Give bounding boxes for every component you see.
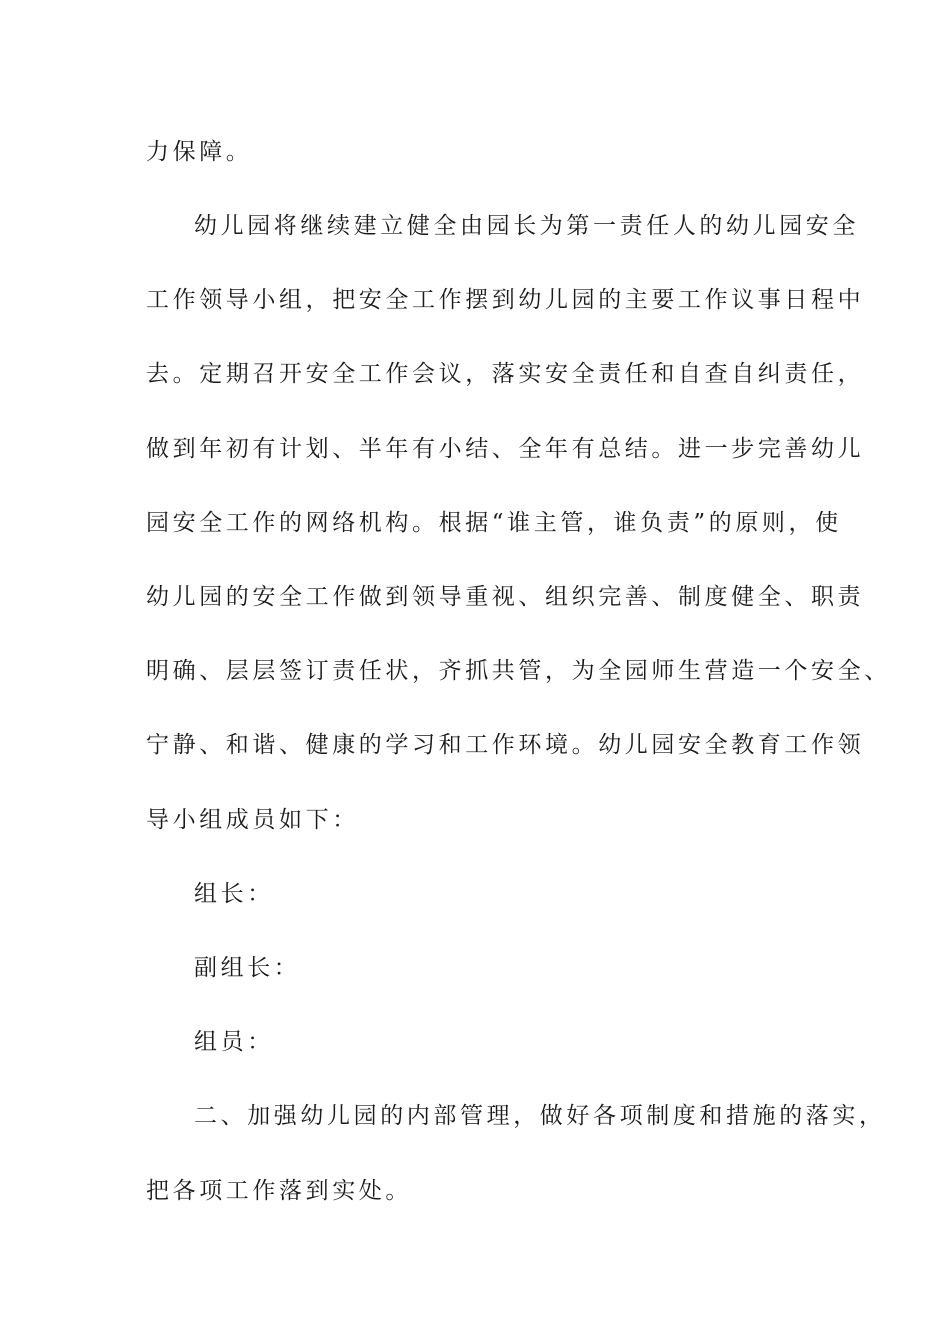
- group-leader-label: 组长：: [194, 881, 274, 907]
- text-line: 把各项工作落到实处。: [146, 1178, 412, 1204]
- text-line: 力保障。: [146, 139, 253, 165]
- text-line: 工作领导小组，把安全工作摆到幼儿园的主要工作议事日程中: [146, 287, 865, 313]
- deputy-leader-label: 副组长：: [194, 955, 301, 981]
- paragraph-start: 幼儿园将继续建立健全由园长为第一责任人的幼儿园安全: [194, 213, 859, 239]
- section-heading: 二、加强幼儿园的内部管理，做好各项制度和措施的落实，: [194, 1103, 886, 1129]
- text-line: 去。定期召开安全工作会议，落实安全责任和自查自纠责任，: [146, 361, 865, 387]
- text-line: 园安全工作的网络机构。根据“谁主管，谁负责”的原则，使: [146, 510, 842, 536]
- text-line: 幼儿园的安全工作做到领导重视、组织完善、制度健全、职责: [146, 584, 865, 610]
- text-line: 宁静、和谐、健康的学习和工作环境。幼儿园安全教育工作领: [146, 732, 865, 758]
- text-line: 做到年初有计划、半年有小结、全年有总结。进一步完善幼儿: [146, 436, 865, 462]
- members-label: 组员：: [194, 1029, 274, 1055]
- text-line: 导小组成员如下：: [146, 807, 359, 833]
- text-line: 明确、层层签订责任状，齐抓共管，为全园师生营造一个安全、: [146, 658, 891, 684]
